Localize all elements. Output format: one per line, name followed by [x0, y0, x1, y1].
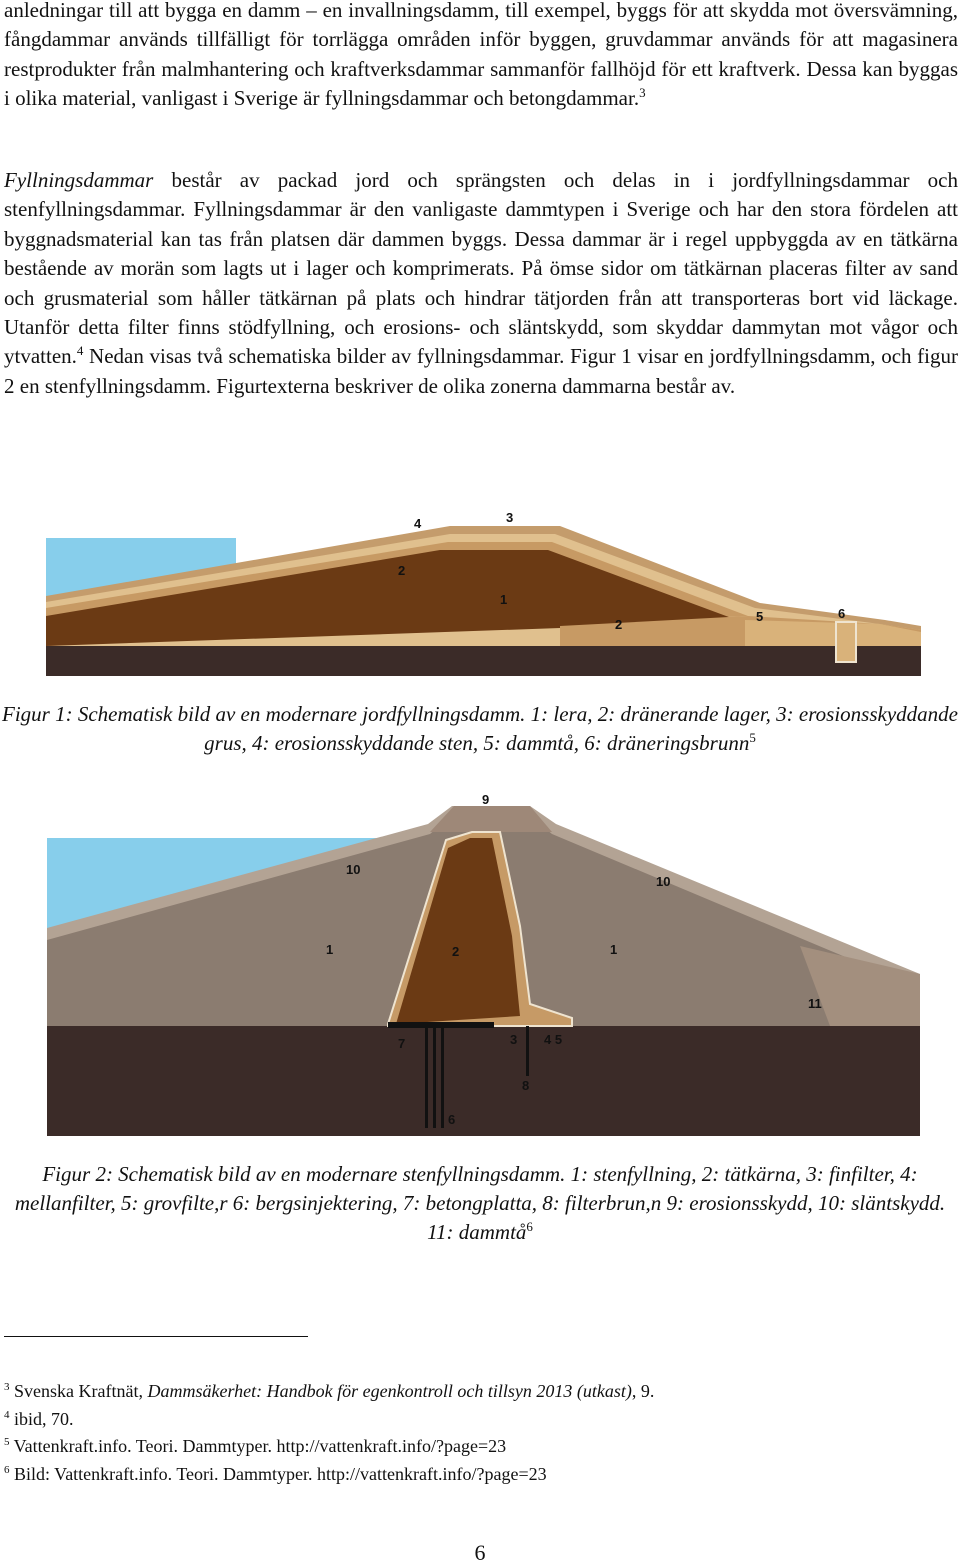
- footnote-ref-4[interactable]: 4: [76, 343, 84, 359]
- fig1-label-1: 1: [500, 592, 508, 607]
- footnote-ref-3[interactable]: 3: [639, 85, 646, 101]
- fig1-label-5: 5: [756, 609, 764, 624]
- footnote-separator: [4, 1336, 308, 1337]
- fig1-label-6: 6: [838, 606, 846, 621]
- page-number: 6: [474, 1540, 486, 1565]
- figure-1-earthfill-dam: [0, 508, 960, 678]
- grout-line-1: [425, 1028, 428, 1128]
- figure-1-caption: [0, 700, 960, 758]
- paragraph-intro-text: anledningar till att bygga en damm – en invallningsdamm, till exempel, byggs för att skydda mot översvämning, fångdammar används tillfälligt för torrlägga områden inför byggen, gruvdammar används för att magasinera restprodukter från malmhantering och kraftverksdammar sammanför fallhöjd för ett kraftverk. Dessa kan byggas i olika material, vanligast i Sverige är fyllningsdammar och betongdammar.: [4, 0, 958, 111]
- fig2-label-11: 11: [808, 996, 822, 1011]
- footnote-5: [4, 1431, 954, 1459]
- fig2-label-1-right: 1: [610, 942, 618, 957]
- footnote-number: 4: [4, 1408, 10, 1421]
- paragraph-intro: [4, 0, 958, 114]
- fig1-label-2-lower: 2: [615, 617, 623, 632]
- figure-2-caption-text: Figur 2: Schematisk bild av en modernare stenfyllningsdamm. 1: stenfyllning, 2: tätkärna, 3: finfilter, 4: mellanfilter, 5: grovfilte,r 6: bergsinjektering, 7: betongplatta, 8: filterbrun,n 9: erosionsskydd, 10: släntskydd. 11: dammtå: [14, 1162, 946, 1244]
- footnote-3: [4, 1376, 954, 1404]
- footnote-6: [4, 1459, 954, 1487]
- figure-1-caption-text: Figur 1: Schematisk bild av en modernare jordfyllningsdamm. 1: lera, 2: dränerande lager, 3: erosionsskyddande grus, 4: erosionsskyddande sten, 5: dammtå, 6: dräneringsbrunn: [2, 702, 958, 755]
- paragraph-fill-dams-text-2: Nedan visas två schematiska bilder av fyllningsdammar. Figur 1 visar en jordfyllningsdamm, och figur 2 en stenfyllningsdamm. Figurtexterna beskriver de olika zonerna dammarna består av.: [4, 344, 958, 398]
- footnote-number: 6: [4, 1463, 10, 1476]
- fig2-label-9: 9: [482, 792, 490, 807]
- footnote-number: 5: [4, 1436, 10, 1448]
- footnote-4: [4, 1404, 954, 1432]
- footnote-ref-6[interactable]: 6: [526, 1219, 533, 1234]
- paragraph-fill-dams-text: består av packad jord och sprängsten och delas in i jordfyllningsdammar och stenfyllningsdammar. Fyllningsdammar är den vanligaste dammtypen i Sverige och har den stora fördelen att byggnadsmaterial kan tas från platsen där dammen byggs. Dessa dammar är i regel uppbyggda av en tätkärna bestående av morän som lagts ut i lager och komprimerats. På ömse sidor om tätkärnan placeras filter av sand och grusmaterial som håller tätkärnan på plats och hindrar tätjorden från att transporteras bort vid läckage. Utanför detta filter finns stödfyllning, och erosions- och släntskydd, som skyddar dammytan mot vågor och ytvatten.: [4, 168, 958, 369]
- fig2-label-10-left: 10: [346, 862, 361, 877]
- fig1-label-3: 3: [506, 510, 514, 525]
- grout-line-2: [433, 1028, 436, 1128]
- footnotes: [4, 1376, 954, 1486]
- fig1-label-2-upper: 2: [398, 563, 406, 578]
- fig2-label-8: 8: [522, 1078, 530, 1093]
- fig2-label-1-left: 1: [326, 942, 334, 957]
- fig2-label-6: 6: [448, 1112, 456, 1127]
- drainage-well: [836, 622, 856, 662]
- footnote-title: Dammsäkerhet: Handbok för egenkontroll och tillsyn 2013 (utkast): [147, 1381, 632, 1401]
- filter-well: [526, 1026, 529, 1076]
- footnote-text[interactable]: Bild: Vattenkraft.info. Teori. Dammtyper. http://vattenkraft.info/?page=23: [9, 1463, 547, 1484]
- fig2-label-7: 7: [398, 1036, 406, 1051]
- fig2-label-2: 2: [452, 944, 460, 959]
- grout-line-3: [441, 1028, 444, 1128]
- fig2-label-4-5: 4 5: [544, 1032, 563, 1047]
- fig2-label-10-right: 10: [656, 874, 671, 889]
- foundation-ground: [46, 644, 921, 676]
- fig2-label-3: 3: [510, 1032, 518, 1047]
- footnote-text-end: , 9.: [631, 1381, 655, 1401]
- paragraph-fill-dams: [4, 166, 958, 401]
- fig1-label-4: 4: [414, 516, 422, 531]
- footnote-ref-5[interactable]: 5: [749, 730, 756, 745]
- footnote-text: ibid, 70.: [9, 1408, 74, 1429]
- footnote-number: 3: [4, 1381, 10, 1393]
- concrete-slab: [388, 1022, 494, 1028]
- term-fyllningsdammar: Fyllningsdammar: [4, 168, 154, 192]
- figure-2-rockfill-dam: [0, 786, 960, 1140]
- foundation-ground: [47, 1024, 920, 1136]
- footnote-text[interactable]: Vattenkraft.info. Teori. Dammtyper. http://vattenkraft.info/?page=23: [9, 1436, 507, 1456]
- footnote-text: Svenska Kraftnät,: [9, 1381, 148, 1401]
- figure-2-caption: [0, 1160, 960, 1247]
